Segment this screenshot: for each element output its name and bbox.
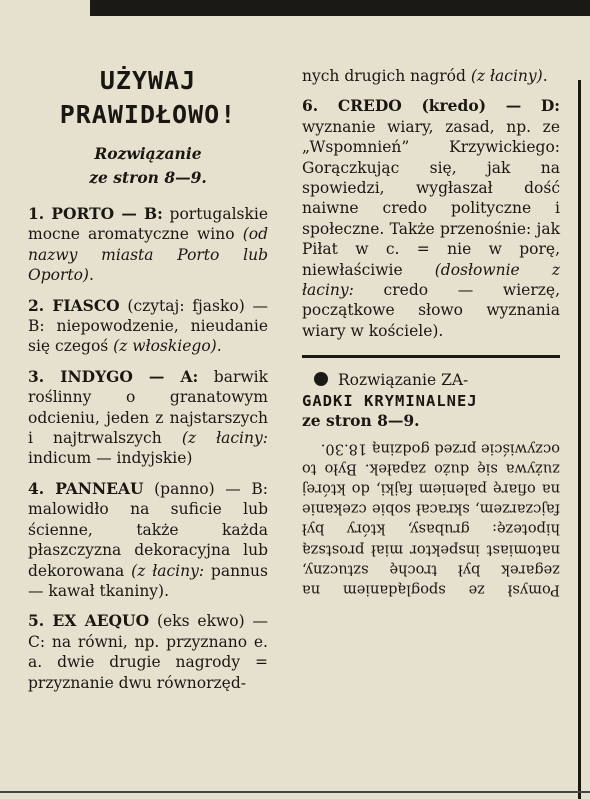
crime-puzzle-answer-header: Rozwiązanie ZA- GADKI KRYMINALNEJ ze stron 8—9. xyxy=(302,370,560,431)
section-divider xyxy=(302,355,560,358)
entry-ex-aequo: 5. EX AEQUO (eks ekwo) — C: na równi, np. przyznano e. a. dwie drugie nagrody = przyznanie dwu równorzęd- xyxy=(28,611,268,692)
answer-source-line: ze stron 8—9. xyxy=(302,411,420,431)
top-black-bar xyxy=(90,0,590,16)
right-column xyxy=(302,66,560,599)
bottom-rule xyxy=(0,791,590,793)
entry-indygo: 3. INDYGO — A: barwik roślinny o granatowym odcieniu, jeden z najstarszych i najtrwalszych (z łaciny: indicum — indyjskie) xyxy=(28,366,268,468)
entry-ex-aequo-continued: nych drugich nagród (z łaciny). xyxy=(302,67,548,85)
page-title xyxy=(28,64,268,132)
title-line-2: PRAWIDŁOWO! xyxy=(59,100,237,129)
subtitle-line-2: ze stron 8—9. xyxy=(89,168,207,187)
entry-panneau: 4. PANNEAU (panno) — B: malowidło na suficie lub ścienne, także każda płaszczyzna dekoracyjna lub dekorowana (z łaciny: pannus — kawał tkaniny). xyxy=(28,478,269,600)
bullet-icon xyxy=(314,372,328,386)
right-column-rule xyxy=(578,80,581,799)
entry-porto: 1. PORTO — B: portugalskie mocne aromatyczne wino (od nazwy miasta Porto lub Oporto). xyxy=(28,204,269,285)
upside-down-answer-text: Pomysł ze spoglądaniem na zegarek był trochę sztuczny, natomiast inspektor miał prostszą hipotezę: grubasy, który był fajczarzem, skracał sobie czekanie na ofiarę paleniem fajki, do której zużywa się dużo zapałek. Było to oczywiście przed godziną 18.30. xyxy=(302,439,560,599)
answer-title-line: GADKI KRYMINALNEJ xyxy=(302,391,478,410)
left-column xyxy=(28,64,268,693)
entry-fiasco: 2. FIASCO (czytaj: fjasko) — B: niepowodzenie, nieudanie się czegoś (z włoskiego). xyxy=(28,295,268,356)
subtitle-line-1: Rozwiązanie xyxy=(94,144,202,163)
solution-subtitle xyxy=(28,142,268,190)
entry-credo: 6. CREDO (kredo) — D: wyznanie wiary, zasad, np. ze „Wspomnień” Krzywickiego: Gorączkując się, jak na spowiedzi, wygłaszał dość naiwne credo polityczne i społeczne. Także przenośnie: jak Piłat w c. = nie w porę, niewłaściwie (dosłownie z łaciny: credo — wierzę, początkowe słowo wyznania wiary w kościele). xyxy=(302,96,560,340)
title-line-1: UŻYWAJ xyxy=(99,66,197,95)
